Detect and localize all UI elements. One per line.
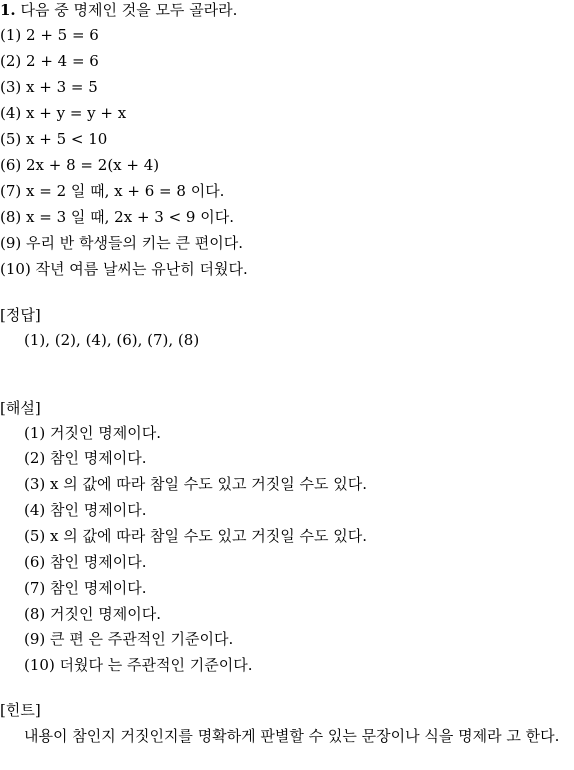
question-item-3: (3) x + 3 = 5 bbox=[0, 78, 98, 96]
question-number: 1. bbox=[0, 1, 16, 19]
question-item-8: (8) x = 3 일 때, 2x + 3 < 9 이다. bbox=[0, 208, 234, 226]
hint-heading: [힌트] bbox=[0, 701, 41, 719]
explanation-item-5: (5) x 의 값에 따라 참일 수도 있고 거짓일 수도 있다. bbox=[24, 527, 367, 545]
explanation-item-2: (2) 참인 명제이다. bbox=[24, 449, 147, 467]
explanation-heading: [해설] bbox=[0, 399, 41, 417]
question-item-7: (7) x = 2 일 때, x + 6 = 8 이다. bbox=[0, 182, 225, 200]
explanation-item-6: (6) 참인 명제이다. bbox=[24, 553, 147, 571]
question-item-4: (4) x + y = y + x bbox=[0, 104, 127, 122]
question-prompt: 다음 중 명제인 것을 모두 골라라. bbox=[20, 1, 238, 19]
explanation-item-10: (10) 더웠다 는 주관적인 기준이다. bbox=[24, 656, 253, 674]
explanation-item-9: (9) 큰 편 은 주관적인 기준이다. bbox=[24, 630, 234, 648]
explanation-item-8: (8) 거짓인 명제이다. bbox=[24, 605, 161, 623]
explanation-item-4: (4) 참인 명제이다. bbox=[24, 501, 147, 519]
explanation-item-1: (1) 거짓인 명제이다. bbox=[24, 424, 161, 442]
question-item-5: (5) x + 5 < 10 bbox=[0, 130, 108, 148]
explanation-item-3: (3) x 의 값에 따라 참일 수도 있고 거짓일 수도 있다. bbox=[24, 475, 367, 493]
explanation-item-7: (7) 참인 명제이다. bbox=[24, 579, 147, 597]
question-item-6: (6) 2x + 8 = 2(x + 4) bbox=[0, 156, 160, 174]
hint-text: 내용이 참인지 거짓인지를 명확하게 판별할 수 있는 문장이나 식을 명제라 고 한다. bbox=[24, 727, 560, 745]
answer-text: (1), (2), (4), (6), (7), (8) bbox=[24, 331, 200, 349]
question-item-9: (9) 우리 반 학생들의 키는 큰 편이다. bbox=[0, 234, 243, 252]
question-title bbox=[0, 0, 237, 20]
answer-heading: [정답] bbox=[0, 306, 41, 324]
question-item-2: (2) 2 + 4 = 6 bbox=[0, 52, 99, 70]
question-item-1: (1) 2 + 5 = 6 bbox=[0, 26, 99, 44]
question-item-10: (10) 작년 여름 날씨는 유난히 더웠다. bbox=[0, 260, 248, 278]
